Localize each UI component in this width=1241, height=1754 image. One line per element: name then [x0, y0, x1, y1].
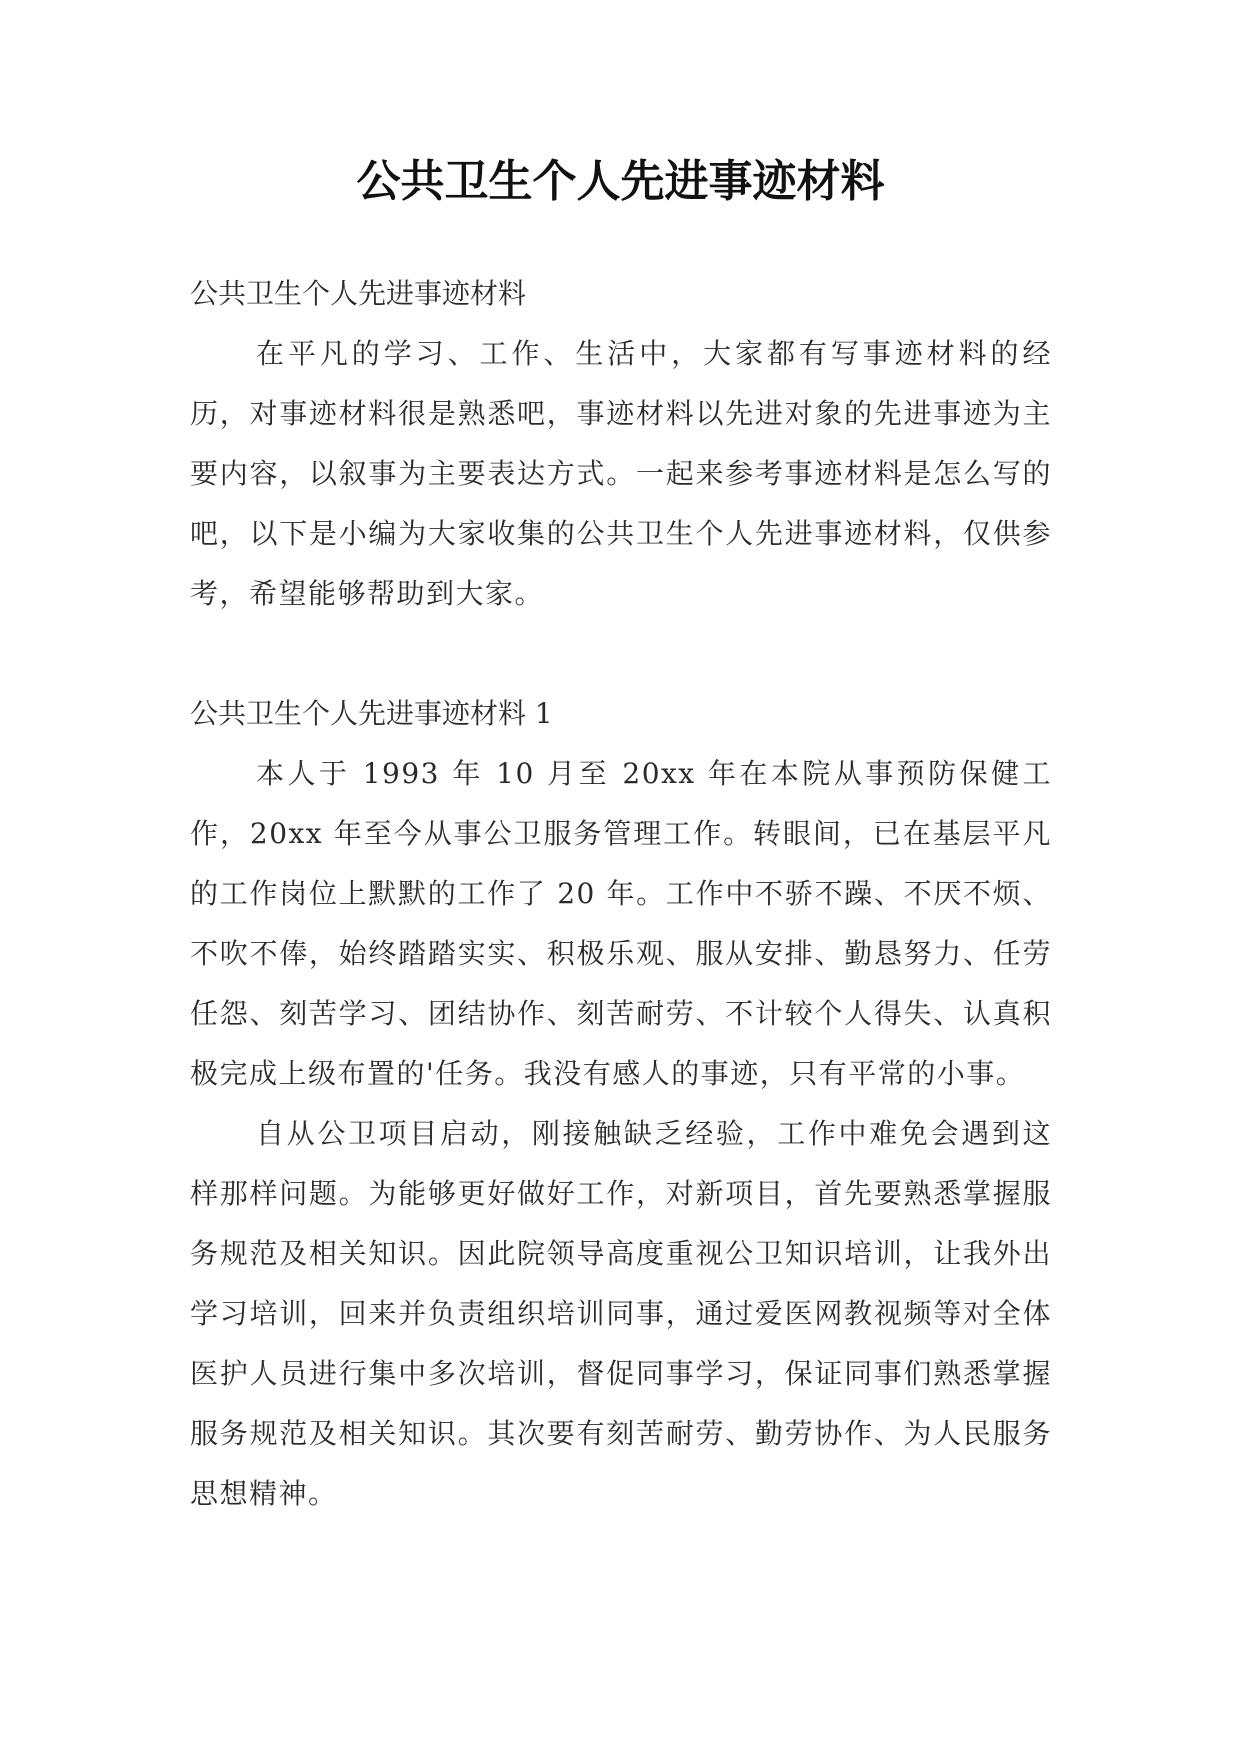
- section-1-paragraph: 自从公卫项目启动，刚接触缺乏经验，工作中难免会遇到这样那样问题。为能够更好做好工作，对新项目，首先要熟悉掌握服务规范及相关知识。因此院领导高度重视公卫知识培训，让我外出学习培训，回来并负责组织培训同事，通过爱医网教视频等对全体医护人员进行集中多次培训，督促同事学习，保证同事们熟悉掌握服务规范及相关知识。其次要有刻苦耐劳、勤劳协作、为人民服务思想精神。: [190, 1117, 1052, 1510]
- document-body: [190, 264, 1052, 1524]
- section-1-heading: 公共卫生个人先进事迹材料 1: [190, 697, 553, 730]
- intro-heading: 公共卫生个人先进事迹材料: [190, 277, 527, 310]
- document-title: 公共卫生个人先进事迹材料: [356, 156, 885, 207]
- section-spacer: [190, 624, 1052, 684]
- intro-paragraph: 在平凡的学习、工作、生活中，大家都有写事迹材料的经历，对事迹材料很是熟悉吧，事迹材料以先进对象的先进事迹为主要内容，以叙事为主要表达方式。一起来参考事迹材料是怎么写的吧，以下是小编为大家收集的公共卫生个人先进事迹材料，仅供参考，希望能够帮助到大家。: [190, 337, 1052, 610]
- section-1-paragraph: 本人于 1993 年 10 月至 20xx 年在本院从事预防保健工作，20xx 年至今从事公卫服务管理工作。转眼间，已在基层平凡的工作岗位上默默的工作了 20 年。工作中不骄不躁、不厌不烦、不吹不俸，始终踏踏实实、积极乐观、服从安排、勤恳努力、任劳任怨、刻苦学习、团结协作、刻苦耐劳、不计较个人得失、认真积极完成上级布置的'任务。我没有感人的事迹，只有平常的小事。: [190, 757, 1052, 1090]
